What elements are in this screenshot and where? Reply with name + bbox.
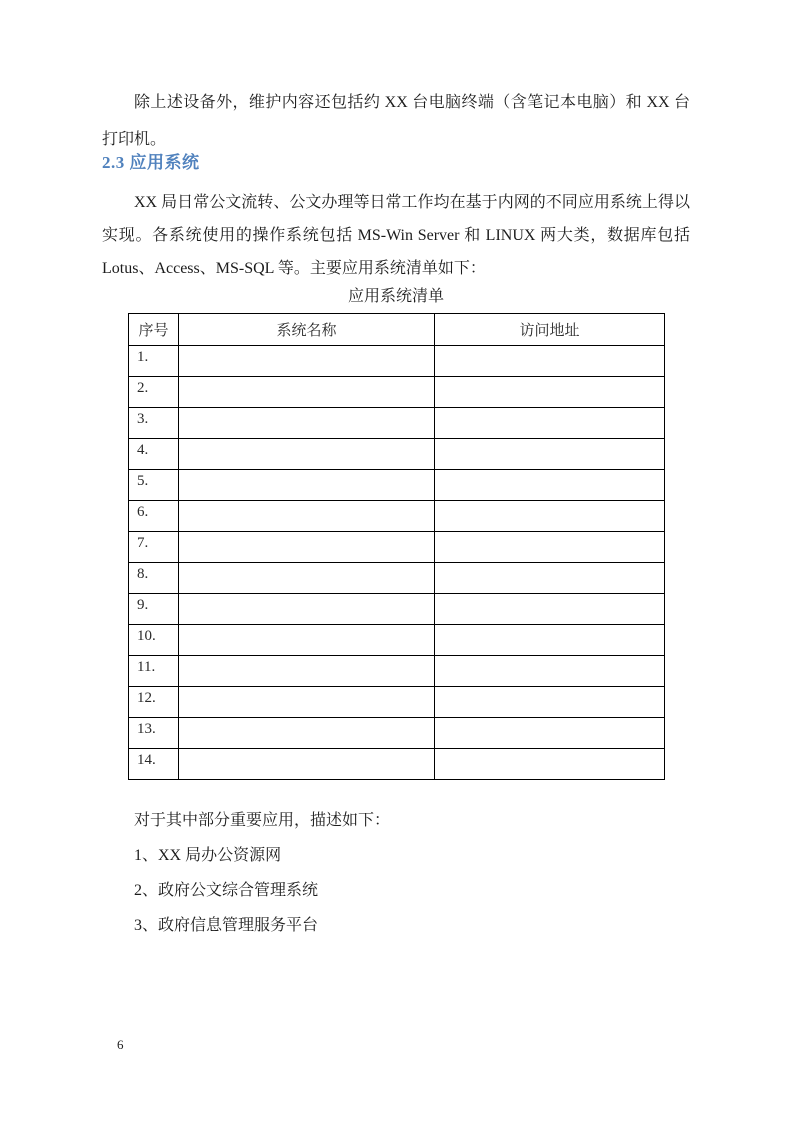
row-system-name-cell <box>179 346 435 377</box>
page-number: 6 <box>117 1037 124 1052</box>
header-cell-serial-number: 序号 <box>129 314 179 346</box>
row-serial-number-cell: 11. <box>129 656 179 687</box>
header-cell-system-name: 系统名称 <box>179 314 435 346</box>
paragraph-maintenance-scope: 除上述设备外，维护内容还包括约 XX 台电脑终端（含笔记本电脑）和 XX 台打印机。 <box>102 94 690 148</box>
row-system-name-cell <box>179 656 435 687</box>
row-access-address-cell <box>435 346 665 377</box>
table-row <box>129 501 665 532</box>
table-row <box>129 377 665 408</box>
table-row <box>129 718 665 749</box>
list-item-office-resource-network: 1、XX 局办公资源网 <box>134 847 282 864</box>
row-serial-number-cell: 6. <box>129 501 179 532</box>
table-row <box>129 532 665 563</box>
application-systems-table <box>128 313 665 780</box>
row-serial-number-cell: 9. <box>129 594 179 625</box>
list-item-gov-info-service-platform: 3、政府信息管理服务平台 <box>134 917 319 934</box>
row-system-name-cell <box>179 408 435 439</box>
important-apps-list <box>102 838 690 943</box>
row-system-name-cell <box>179 625 435 656</box>
row-system-name-cell <box>179 439 435 470</box>
table-row <box>129 563 665 594</box>
row-serial-number-cell: 8. <box>129 563 179 594</box>
row-access-address-cell <box>435 718 665 749</box>
table-row <box>129 408 665 439</box>
row-access-address-cell <box>435 532 665 563</box>
row-access-address-cell <box>435 563 665 594</box>
table-row <box>129 346 665 377</box>
row-serial-number-cell: 13. <box>129 718 179 749</box>
row-serial-number-cell: 2. <box>129 377 179 408</box>
row-serial-number-cell: 12. <box>129 687 179 718</box>
row-access-address-cell <box>435 439 665 470</box>
table-header-row <box>129 314 665 346</box>
row-serial-number-cell: 7. <box>129 532 179 563</box>
row-serial-number-cell: 1. <box>129 346 179 377</box>
row-system-name-cell <box>179 563 435 594</box>
row-serial-number-cell: 4. <box>129 439 179 470</box>
table-row <box>129 687 665 718</box>
table-header <box>129 314 665 346</box>
row-system-name-cell <box>179 501 435 532</box>
table-row <box>129 594 665 625</box>
table-caption: 应用系统清单 <box>347 288 444 305</box>
row-access-address-cell <box>435 377 665 408</box>
row-access-address-cell <box>435 656 665 687</box>
row-system-name-cell <box>179 377 435 408</box>
paragraph-important-apps-intro: 对于其中部分重要应用，描述如下： <box>134 812 391 829</box>
row-system-name-cell <box>179 749 435 780</box>
row-serial-number-cell: 14. <box>129 749 179 780</box>
table-row <box>129 656 665 687</box>
row-serial-number-cell: 10. <box>129 625 179 656</box>
table-row <box>129 470 665 501</box>
row-system-name-cell <box>179 687 435 718</box>
table-row <box>129 749 665 780</box>
row-serial-number-cell: 5. <box>129 470 179 501</box>
paragraph-application-systems-intro: XX 局日常公文流转、公文办理等日常工作均在基于内网的不同应用系统上得以实现。各系统使用的操作系统包括 MS-Win Server 和 LINUX 两大类，数据库包括 Lotus、Access、MS-SQL 等。主要应用系统清单如下： <box>102 194 690 277</box>
row-system-name-cell <box>179 532 435 563</box>
row-access-address-cell <box>435 470 665 501</box>
header-cell-access-address: 访问地址 <box>435 314 665 346</box>
row-access-address-cell <box>435 594 665 625</box>
system-table-body <box>129 346 665 780</box>
row-system-name-cell <box>179 470 435 501</box>
table-row <box>129 625 665 656</box>
row-access-address-cell <box>435 625 665 656</box>
row-access-address-cell <box>435 408 665 439</box>
row-serial-number-cell: 3. <box>129 408 179 439</box>
row-system-name-cell <box>179 718 435 749</box>
row-access-address-cell <box>435 749 665 780</box>
section-heading-2-3: 2.3 应用系统 <box>102 153 200 172</box>
row-access-address-cell <box>435 687 665 718</box>
table-row <box>129 439 665 470</box>
row-access-address-cell <box>435 501 665 532</box>
row-system-name-cell <box>179 594 435 625</box>
list-item-gov-document-management-system: 2、政府公文综合管理系统 <box>134 882 319 899</box>
